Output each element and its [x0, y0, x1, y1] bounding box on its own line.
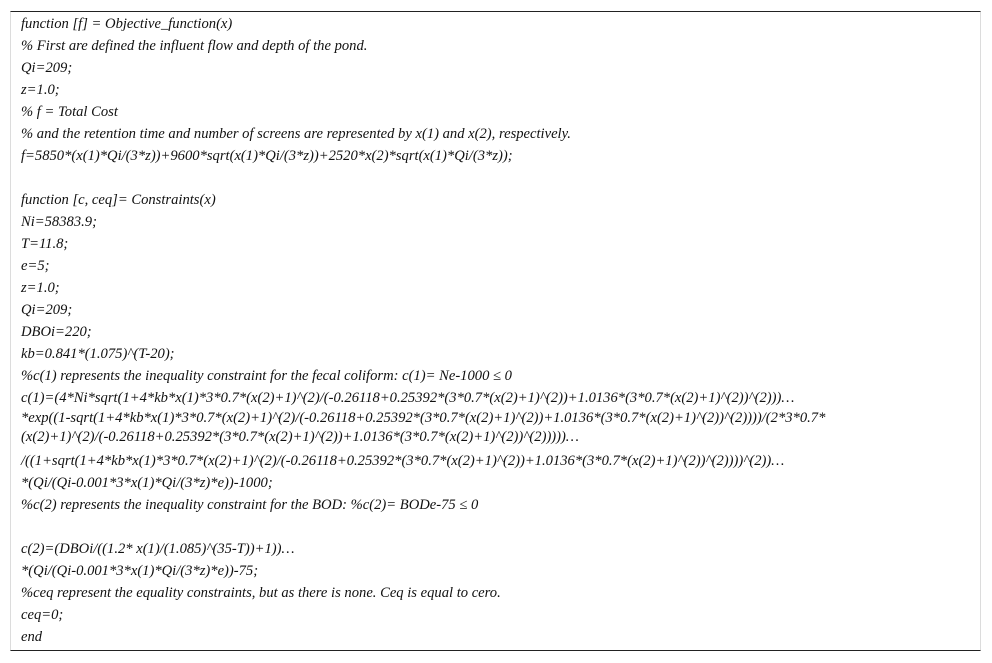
code-line: e=5;	[21, 258, 50, 274]
code-line: kb=0.841*(1.075)^(T-20);	[21, 346, 175, 362]
code-line: T=11.8;	[21, 236, 69, 252]
code-line: ceq=0;	[21, 607, 64, 623]
code-lines	[21, 13, 974, 648]
code-line: function [c, ceq]= Constraints(x)	[21, 192, 216, 208]
code-line: f=5850*(x(1)*Qi/(3*z))+9600*sqrt(x(1)*Qi/(3*z))+2520*x(2)*sqrt(x(1)*Qi/(3*z));	[21, 148, 513, 164]
code-line: z=1.0;	[21, 82, 60, 98]
code-line: %c(2) represents the inequality constraint for the BOD: %c(2)= BODe-75 ≤ 0	[21, 497, 479, 513]
code-line: z=1.0;	[21, 280, 60, 296]
code-listing	[10, 11, 981, 651]
code-line-blank	[21, 516, 974, 538]
code-line: % f = Total Cost	[21, 104, 118, 120]
code-line: *(Qi/(Qi-0.001*3*x(1)*Qi/(3*z)*e))-75;	[21, 563, 259, 579]
code-line: %ceq represent the equality constraints, but as there is none. Ceq is equal to cero.	[21, 585, 501, 601]
code-line: c(2)=(DBOi/((1.2* x(1)/(1.085)^(35-T))+1))…	[21, 541, 295, 557]
code-line: (x(2)+1)^(2)/(-0.26118+0.25392*(3*0.7*(x(2)+1)^(2))+1.0136*(3*0.7*(x(2)+1)^(2))^(2)))))…	[21, 429, 579, 445]
code-line: *(Qi/(Qi-0.001*3*x(1)*Qi/(3*z)*e))-1000;	[21, 475, 273, 491]
code-line: *exp((1-sqrt(1+4*kb*x(1)*3*0.7*(x(2)+1)^(2)/(-0.26118+0.25392*(3*0.7*(x(2)+1)^(2))+1.0136*(3*0.7*(x(2)+1)^(2))^(2))))/(2*3*0.7*	[21, 410, 826, 426]
code-line: % and the retention time and number of screens are represented by x(1) and x(2), respectively.	[21, 126, 571, 142]
code-line: %c(1) represents the inequality constraint for the fecal coliform: c(1)= Ne-1000 ≤ 0	[21, 368, 512, 384]
code-line: % First are defined the influent flow and depth of the pond.	[21, 38, 368, 54]
code-line: Qi=209;	[21, 302, 73, 318]
code-line: /((1+sqrt(1+4*kb*x(1)*3*0.7*(x(2)+1)^(2)/(-0.26118+0.25392*(3*0.7*(x(2)+1)^(2))+1.0136*(3*0.7*(x(2)+1)^(2))^(2))))^(2))…	[21, 453, 785, 469]
code-line: DBOi=220;	[21, 324, 92, 340]
code-line: Ni=58383.9;	[21, 214, 97, 230]
code-line: end	[21, 629, 43, 645]
code-line: function [f] = Objective_function(x)	[21, 16, 233, 32]
code-line-blank	[21, 167, 974, 189]
code-line: Qi=209;	[21, 60, 73, 76]
code-line: c(1)=(4*Ni*sqrt(1+4*kb*x(1)*3*0.7*(x(2)+1)^(2)/(-0.26118+0.25392*(3*0.7*(x(2)+1)^(2))+1.0136*(3*0.7*(x(2)+1)^(2))^(2)))…	[21, 390, 795, 406]
